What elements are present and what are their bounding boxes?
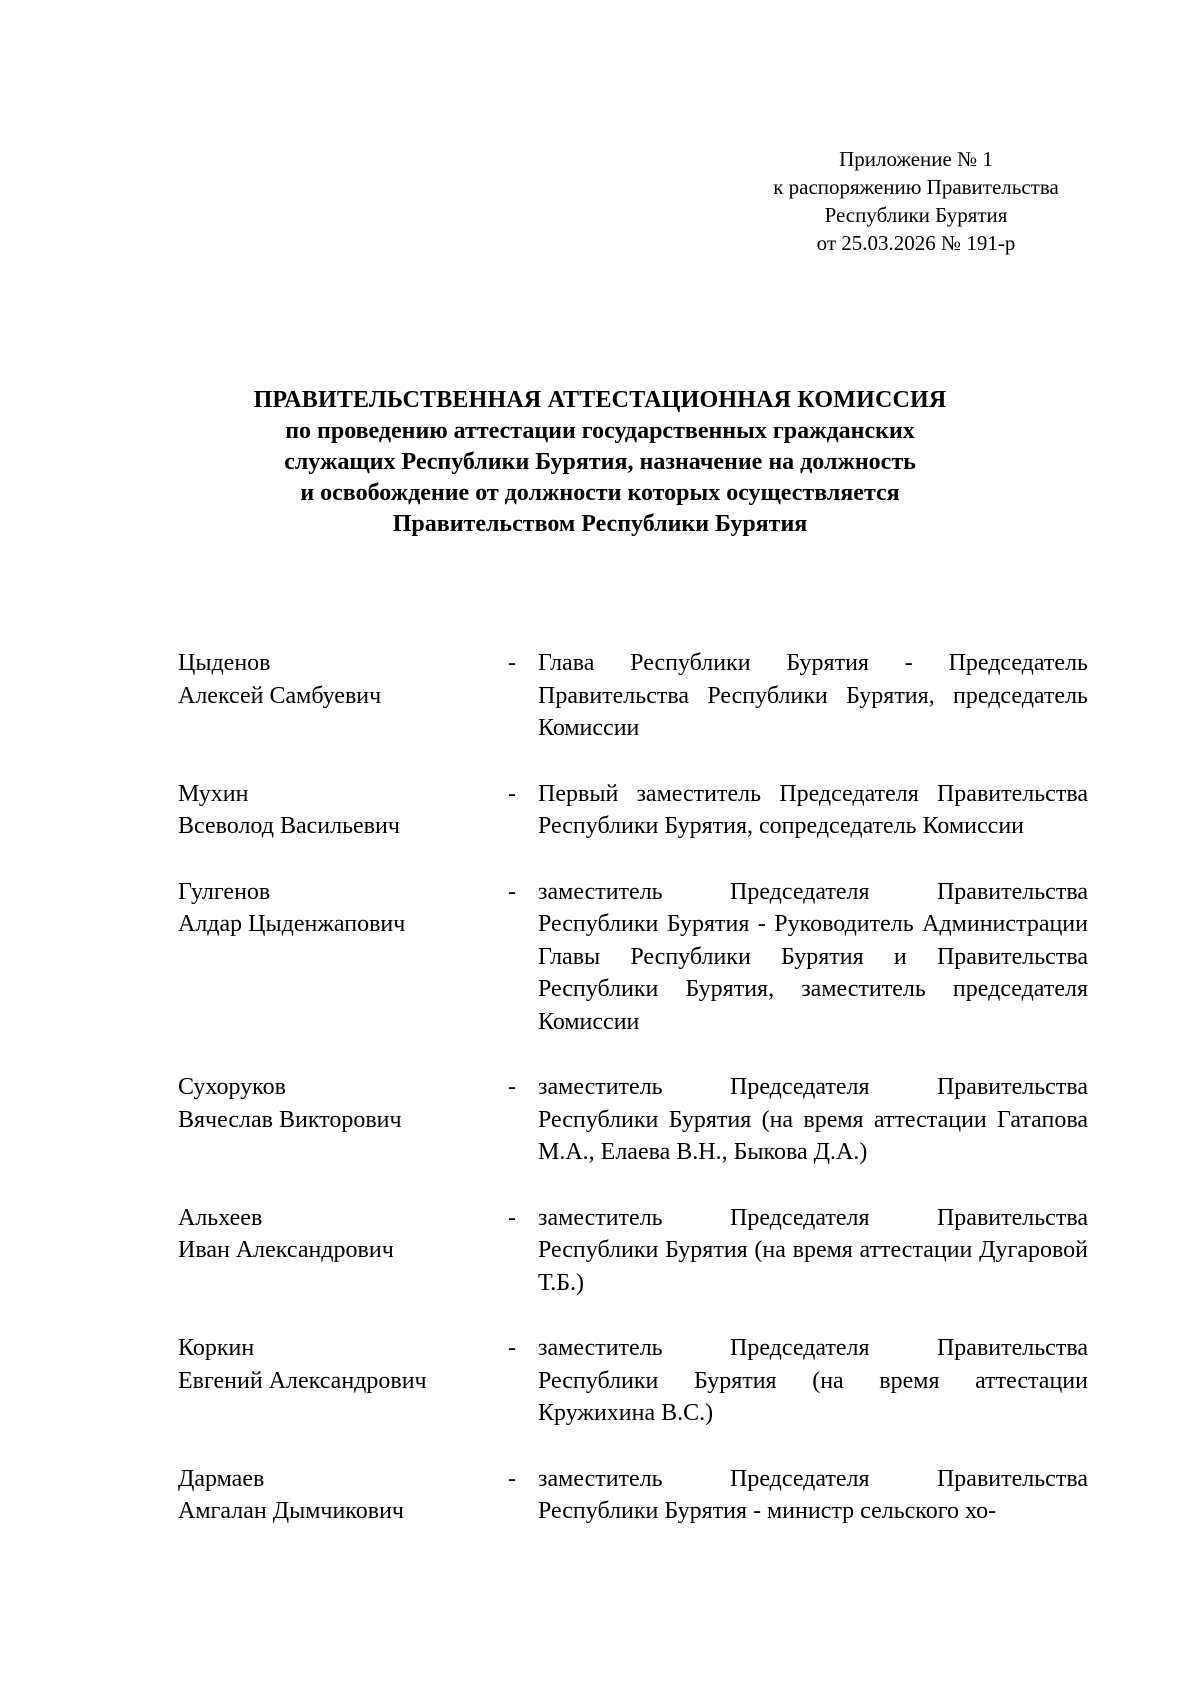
member-role: заместитель Председателя Правительства Республики Бурятия - министр сельского хо-: [538, 1465, 1088, 1524]
member-role: заместитель Председателя Правительства Республики Бурятия (на время аттестации Кружихина В.С.): [538, 1335, 1088, 1426]
member-name: [178, 778, 508, 843]
commission-members-list: [178, 647, 1088, 1561]
member-role: заместитель Председателя Правительства Республики Бурятия (на время аттестации Гатапова М.А., Елаева В.Н., Быкова Д.А.): [538, 1074, 1088, 1165]
annex-line-3: Республики Бурятия: [824, 203, 1008, 227]
member-given-name: Вячеслав Викторович: [178, 1106, 402, 1133]
document-title: [150, 384, 1050, 540]
annex-line-4: от 25.03.2026 № 191-р: [816, 231, 1016, 255]
member-dash: -: [508, 780, 516, 807]
member-given-name: Алексей Самбуевич: [178, 682, 382, 709]
member-role: Первый заместитель Председателя Правительства Республики Бурятия, сопредседатель Комиссии: [538, 780, 1088, 839]
member-dash: -: [508, 1335, 516, 1361]
member-name: [178, 647, 508, 745]
title-sub-line-1: по проведению аттестации государственных гражданских: [285, 418, 915, 444]
member-surname: Гулгенов: [178, 878, 271, 905]
title-sub-line-2: служащих Республики Бурятия, назначение на должность: [284, 449, 916, 475]
member-surname: Дармаев: [178, 1465, 265, 1492]
member-surname: Коркин: [178, 1335, 255, 1361]
member-row: [178, 1202, 1088, 1300]
member-surname: Сухоруков: [178, 1074, 286, 1100]
member-row: [178, 647, 1088, 745]
member-name: [178, 1332, 508, 1430]
member-given-name: Иван Александрович: [178, 1237, 394, 1263]
member-row: [178, 1071, 1088, 1169]
member-given-name: Всеволод Васильевич: [178, 813, 400, 839]
title-sub-line-3: и освобождение от должности которых осуществляется: [300, 480, 900, 506]
member-row: [178, 1332, 1088, 1430]
annex-header: [744, 145, 1088, 257]
member-name: [178, 876, 508, 1039]
member-dash: -: [508, 1465, 516, 1492]
member-dash: -: [508, 878, 516, 905]
member-role: заместитель Председателя Правительства Республики Бурятия (на время аттестации Дугаровой Т.Б.): [538, 1204, 1088, 1296]
member-row: [178, 876, 1088, 1039]
member-name: [178, 1202, 508, 1300]
annex-line-1: Приложение № 1: [839, 147, 993, 171]
title-sub-line-4: Правительством Республики Бурятия: [392, 511, 808, 537]
member-given-name: Евгений Александрович: [178, 1367, 427, 1394]
member-surname: Мухин: [178, 780, 249, 807]
member-dash: -: [508, 1074, 516, 1100]
member-dash: -: [508, 650, 516, 676]
member-given-name: Алдар Цыденжапович: [178, 911, 406, 937]
member-dash: -: [508, 1204, 516, 1231]
member-name: [178, 1463, 508, 1528]
member-surname: Альхеев: [178, 1204, 263, 1231]
title-main: ПРАВИТЕЛЬСТВЕННАЯ АТТЕСТАЦИОННАЯ КОМИССИЯ: [253, 387, 947, 413]
member-role: Глава Республики Бурятия - Председатель Правительства Республики Бурятия, председатель Комиссии: [538, 650, 1088, 741]
member-row: [178, 1463, 1088, 1528]
member-name: [178, 1071, 508, 1169]
member-given-name: Амгалан Дымчикович: [178, 1498, 404, 1524]
member-surname: Цыденов: [178, 650, 271, 676]
member-role: заместитель Председателя Правительства Республики Бурятия - Руководитель Администрации Главы Республики Бурятия и Правительства Республики Бурятия, заместитель председателя Комиссии: [538, 878, 1088, 1035]
annex-line-2: к распоряжению Правительства: [773, 175, 1059, 199]
member-row: [178, 778, 1088, 843]
